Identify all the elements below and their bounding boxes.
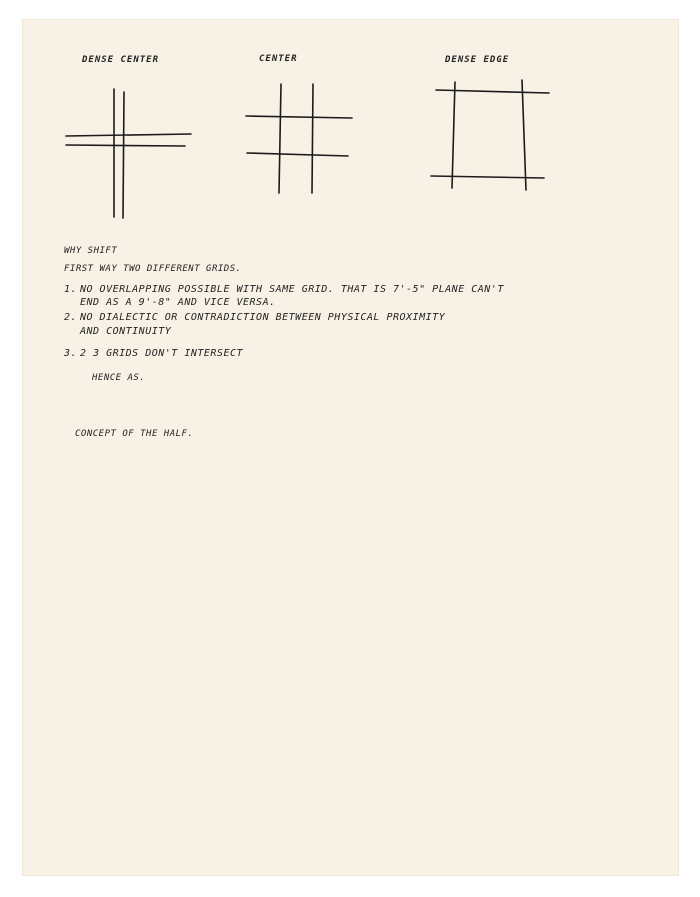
dense-center-grid-sketch [66,89,191,218]
note-1-text: NO OVERLAPPING POSSIBLE WITH SAME GRID. THAT IS 7'-5" PLANE CAN'T [80,284,504,295]
note-2-line-1 [64,313,445,323]
grid-line [123,92,124,218]
heading-why-shift: WHY SHIFT [64,246,118,256]
diagram-label-dense-center: DENSE CENTER [82,55,160,65]
grid-line [522,80,526,190]
concept-note: CONCEPT OF THE HALF. [75,429,194,439]
note-2-number: 2. [64,312,78,323]
grid-line [436,90,549,93]
note-3-line-1 [64,349,243,359]
note-3-number: 3. [64,348,78,359]
center-grid-sketch [246,84,352,193]
grid-line [66,145,185,146]
diagram-label-dense-edge: DENSE EDGE [445,55,510,65]
note-1-line-1 [64,285,504,295]
grid-line [452,82,455,188]
note-1-line-2: END AS A 9'-8" AND VICE VERSA. [80,297,276,308]
grid-line [246,116,352,118]
dense-edge-grid-sketch [431,80,549,190]
note-2-text: NO DIALECTIC OR CONTRADICTION BETWEEN PHYSICAL PROXIMITY [80,312,446,323]
grid-line [312,84,313,193]
grid-line [279,84,281,193]
note-1-number: 1. [64,284,78,295]
note-3-line-2: HENCE AS. [92,373,146,383]
note-3-text: 2 3 GRIDS DON'T INTERSECT [80,348,244,359]
grid-line [247,153,348,156]
heading-first-way: FIRST WAY TWO DIFFERENT GRIDS. [64,264,242,274]
grid-line [66,134,191,136]
grid-line [431,176,544,178]
note-2-line-2: AND CONTINUITY [80,326,172,337]
diagram-label-center: CENTER [259,54,298,64]
